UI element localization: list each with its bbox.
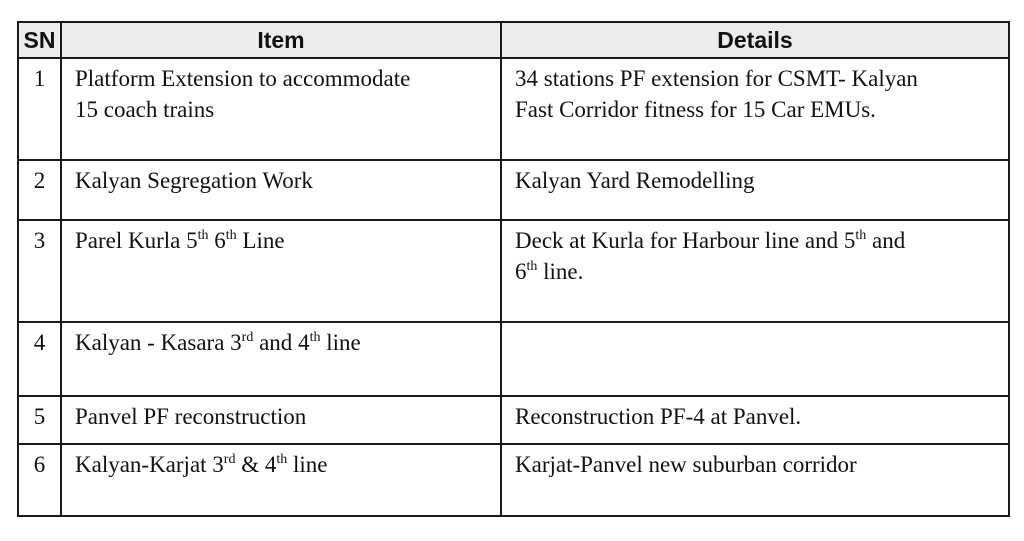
row-sn: 2 <box>18 160 61 220</box>
item-text: Parel Kurla 5 <box>75 228 198 253</box>
item-text: 6 <box>208 228 226 253</box>
item-line: Panvel PF reconstruction <box>75 404 307 429</box>
superscript: rd <box>223 452 236 467</box>
table-row <box>18 444 1009 516</box>
details-text: 6 <box>515 259 527 284</box>
item-text: Kalyan - Kasara 3 <box>75 330 242 355</box>
item-text: Kalyan-Karjat 3 <box>75 452 224 477</box>
item-text: & 4 <box>235 452 277 477</box>
superscript: th <box>309 330 321 345</box>
details-line: 34 stations PF extension for CSMT- Kalyan <box>515 66 918 91</box>
header-row <box>18 22 1009 58</box>
row-item <box>61 220 501 322</box>
row-item <box>61 160 501 220</box>
item-line: Kalyan Segregation Work <box>75 168 313 193</box>
item-text: line <box>287 452 328 477</box>
table-row <box>18 58 1009 160</box>
item-text: line <box>320 330 361 355</box>
row-sn: 3 <box>18 220 61 322</box>
row-sn: 5 <box>18 396 61 444</box>
superscript: th <box>225 228 237 243</box>
item-line: Platform Extension to accommodate <box>75 66 411 91</box>
row-sn: 1 <box>18 58 61 160</box>
header-details: Details <box>501 22 1009 58</box>
superscript: th <box>197 228 209 243</box>
details-text: and <box>866 228 906 253</box>
row-details <box>501 58 1009 160</box>
row-details <box>501 396 1009 444</box>
superscript: th <box>276 452 288 467</box>
superscript: th <box>855 228 867 243</box>
superscript: th <box>526 259 538 274</box>
details-line: Kalyan Yard Remodelling <box>515 168 755 193</box>
row-item <box>61 444 501 516</box>
table-row <box>18 322 1009 396</box>
works-table <box>17 21 1010 517</box>
details-text: Deck at Kurla for Harbour line and 5 <box>515 228 856 253</box>
details-line: Karjat-Panvel new suburban corridor <box>515 452 857 477</box>
superscript: rd <box>241 330 254 345</box>
table-row <box>18 220 1009 322</box>
row-details <box>501 322 1009 396</box>
item-line: 15 coach trains <box>75 97 215 122</box>
item-text: and 4 <box>253 330 310 355</box>
row-item <box>61 322 501 396</box>
table-row <box>18 396 1009 444</box>
item-text: Line <box>236 228 285 253</box>
details-line: Reconstruction PF-4 at Panvel. <box>515 404 802 429</box>
row-sn: 6 <box>18 444 61 516</box>
details-line: Fast Corridor fitness for 15 Car EMUs. <box>515 97 876 122</box>
row-details <box>501 444 1009 516</box>
row-details <box>501 160 1009 220</box>
header-sn: SN <box>18 22 61 58</box>
details-text: line. <box>537 259 584 284</box>
row-item <box>61 58 501 160</box>
row-sn: 4 <box>18 322 61 396</box>
row-details <box>501 220 1009 322</box>
row-item <box>61 396 501 444</box>
table-row <box>18 160 1009 220</box>
header-item: Item <box>61 22 501 58</box>
